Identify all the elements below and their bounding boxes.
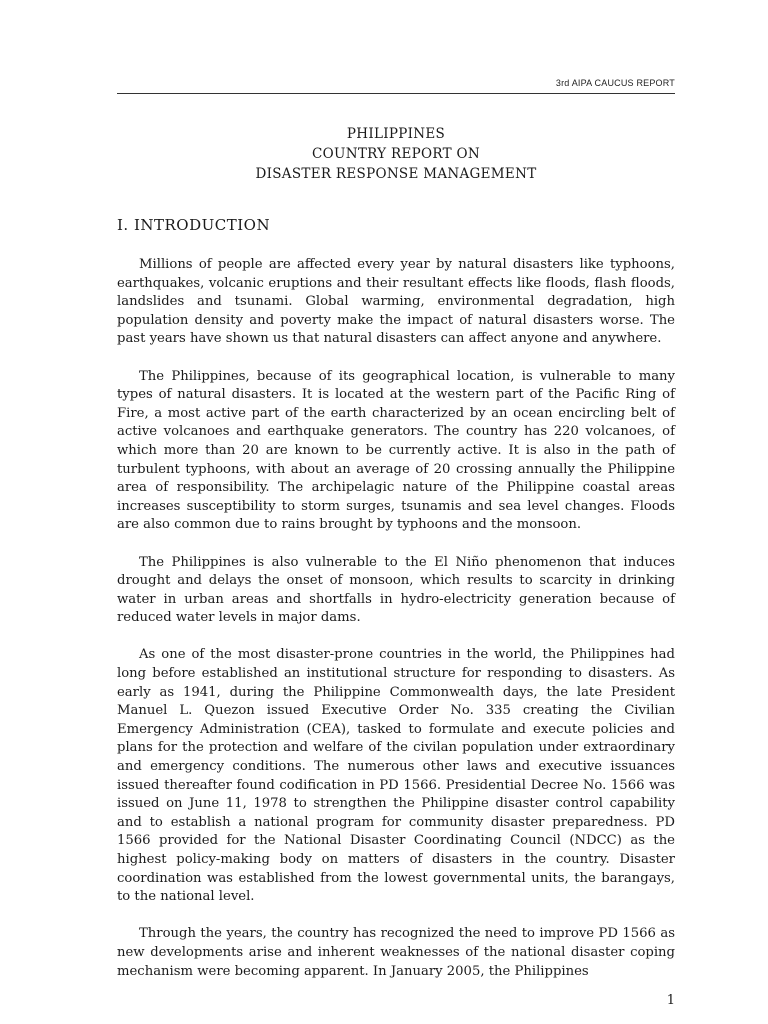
body-text xyxy=(117,256,675,1000)
paragraph-5: Through the years, the country has recognized the need to improve PD 1566 as new developments arise and inherent weaknesses of the national disaster coping mechanism were becoming apparent. In January 2005, the Philippines xyxy=(117,926,675,979)
title-line-1: PHILIPPINES xyxy=(346,126,446,142)
title-line-3: DISASTER RESPONSE MANAGEMENT xyxy=(255,166,537,182)
document-title xyxy=(117,124,675,184)
section-heading: I. INTRODUCTION xyxy=(117,216,271,234)
title-line-2: COUNTRY REPORT ON xyxy=(312,146,480,162)
paragraph-4: As one of the most disaster-prone countries in the world, the Philippines had long before established an institutional structure for responding to disasters. As early as 1941, during the Philippine Commonwealth days, the late President Manuel L. Quezon issued Executive Order No. 335 creating the Civilian Emergency Administration (CEA), tasked to formulate and execute policies and plans for the protection and welfare of the civilan population under extraordinary and emergency conditions. The numerous other laws and executive issuances issued thereafter found codification in PD 1566. Presidential Decree No. 1566 was issued on June 11, 1978 to strengthen the Philippine disaster control capability and to establish a national program for community disaster preparedness. PD 1566 provided for the National Disaster Coordinating Council (NDCC) as the highest policy-making body on matters of disasters in the country. Disaster coordination was established from the lowest governmental units, the barangays, to the national level. xyxy=(117,647,675,905)
paragraph-2: The Philippines, because of its geographical location, is vulnerable to many types of natural disasters. It is located at the western part of the Pacific Ring of Fire, a most active part of the earth characterized by an ocean encircling belt of active volcanoes and earthquake generators. The country has 220 volcanoes, of which more than 20 are known to be currently active. It is also in the path of turbulent typhoons, with about an average of 20 crossing annually the Philippine area of responsibility. The archipelagic nature of the Philippine coastal areas increases susceptibility to storm surges, tsunamis and sea level changes. Floods are also common due to rains brought by typhoons and the monsoon. xyxy=(117,368,675,533)
paragraph-3: The Philippines is also vulnerable to the El Niño phenomenon that induces drought and delays the onset of monsoon, which results to scarcity in drinking water in urban areas and shortfalls in hydro-electricity generation because of reduced water levels in major dams. xyxy=(117,554,675,626)
paragraph-1: Millions of people are affected every year by natural disasters like typhoons, earthquakes, volcanic eruptions and their resultant effects like floods, flash floods, landslides and tsunami. Global warming, environmental degradation, high population density and poverty make the impact of natural disasters worse. The past years have shown us that natural disasters can affect anyone and anywhere. xyxy=(117,257,675,347)
page-number: 1 xyxy=(666,993,675,1008)
header-rule xyxy=(117,93,675,94)
running-header: 3rd AIPA CAUCUS REPORT xyxy=(555,78,675,88)
